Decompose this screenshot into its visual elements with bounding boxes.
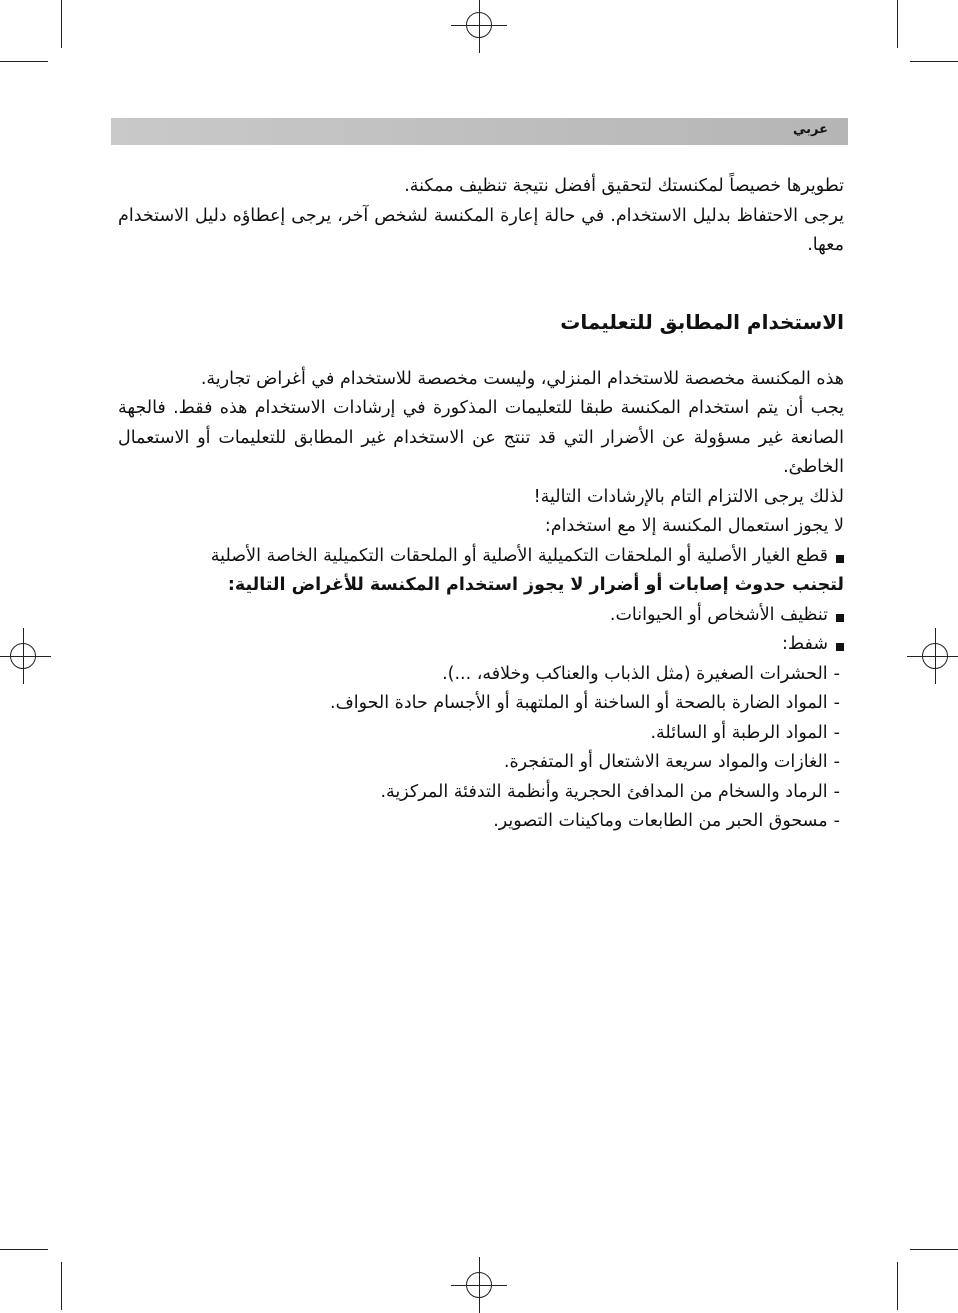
warning-bold-line: لتجنب حدوث إصابات أو أضرار لا يجوز استخدام المكنسة للأغراض التالية:: [227, 575, 844, 595]
spacer: [118, 261, 844, 307]
dash-item: -المواد الضارة بالصحة أو الساخنة أو الملتهبة أو الأجسام حادة الحواف.: [330, 693, 840, 713]
paragraph-instructions: يجب أن يتم استخدام المكنسة طبقا للتعليمات المذكورة في إرشادات الاستخدام هذه فقط. فالجهة الصانعة غير مسؤولة عن الأضرار التي قد تنتج عن الاستخدام غير المطابق للتعليمات أو الاستعمال الخاطئ.: [118, 398, 844, 477]
page-content: [118, 172, 844, 837]
registration-mark-left: [10, 643, 36, 669]
dash-list: [118, 660, 844, 837]
bullet-text: شفط:: [781, 634, 828, 654]
paragraph-use-only-with: لا يجوز استعمال المكنسة إلا مع استخدام:: [544, 516, 844, 536]
crop-mark-top-right-h: [910, 61, 958, 62]
crop-mark-top-right-v: [897, 0, 898, 48]
crop-mark-bottom-right-h: [910, 1249, 958, 1250]
dash-item: -الغازات والمواد سريعة الاشتعال أو المتفجرة.: [503, 752, 840, 772]
bullet-text: تنظيف الأشخاص أو الحيوانات.: [609, 604, 828, 625]
bullet-square-icon: [836, 555, 844, 563]
bullet-cleaning-people: [118, 601, 844, 631]
registration-mark-top: [466, 12, 492, 38]
bullet-square-icon: [836, 643, 844, 651]
crop-mark-top-left-h: [0, 61, 48, 62]
paragraph-follow-instructions: لذلك يرجى الالتزام التام بالإرشادات التالية!: [533, 486, 844, 507]
bullet-square-icon: [836, 614, 844, 622]
dash-item: -المواد الرطبة أو السائلة.: [650, 722, 840, 743]
language-label: عربي: [792, 122, 828, 137]
bullet-text: قطع الغيار الأصلية أو الملحقات التكميلية الأصلية أو الملحقات التكميلية الخاصة الأصلية: [210, 545, 828, 566]
spacer: [118, 337, 844, 365]
crop-mark-bottom-left-h: [0, 1249, 48, 1250]
crop-mark-bottom-left-v: [61, 1262, 62, 1310]
registration-mark-right: [922, 643, 948, 669]
dash-item: -مسحوق الحبر من الطابعات وماكينات التصوير.: [493, 811, 840, 831]
intro-line-1: تطويرها خصيصاً لمكنستك لتحقيق أفضل نتيجة تنظيف ممكنة.: [404, 176, 844, 196]
bullet-original-parts: [118, 542, 844, 572]
crop-mark-bottom-right-v: [897, 1262, 898, 1310]
crop-mark-top-left-v: [61, 0, 62, 48]
paragraph-household-use: هذه المكنسة مخصصة للاستخدام المنزلي، وليست مخصصة للاستخدام في أغراض تجارية.: [200, 368, 844, 389]
bullet-suction: [118, 630, 844, 660]
registration-mark-bottom: [466, 1272, 492, 1298]
language-header-bar: [111, 118, 848, 145]
dash-item: -الحشرات الصغيرة (مثل الذباب والعناكب وخلافه، ...).: [442, 663, 840, 684]
dash-item: -الرماد والسخام من المدافئ الحجرية وأنظمة التدفئة المركزية.: [380, 781, 840, 802]
intro-line-2: يرجى الاحتفاظ بدليل الاستخدام. في حالة إعارة المكنسة لشخص آخر، يرجى إعطاؤه دليل الاستخدام معها.: [118, 205, 844, 255]
section-title: الاستخدام المطابق للتعليمات: [560, 309, 844, 334]
